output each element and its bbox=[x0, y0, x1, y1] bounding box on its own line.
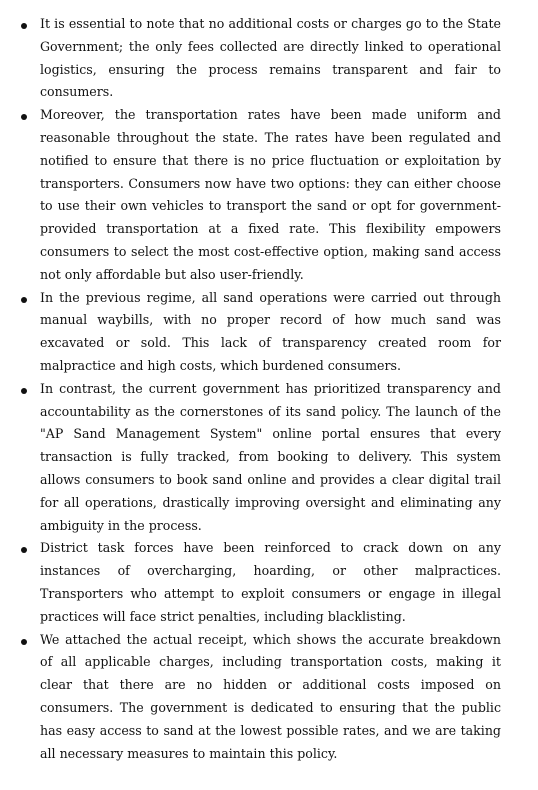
list-item bbox=[40, 629, 501, 766]
bullet-dot-icon bbox=[21, 297, 27, 303]
bullet-text: District task forces have been reinforced to crack down on any instances of overcharging, hoarding, or other malpractices. Transporters who attempt to exploit consumers or engage in illegal practices will face strict penalties, including blacklisting. bbox=[40, 540, 501, 624]
bullet-dot-icon bbox=[21, 114, 27, 120]
bullet-text: In contrast, the current government has prioritized transparency and accountability as the cornerstones of its sand policy. The launch of the "AP Sand Management System" online portal ensures that every transaction is fully tracked, from booking to delivery. This system allows consumers to book sand online and provides a clear digital trail for all operations, drastically improving oversight and eliminating any ambiguity in the process. bbox=[40, 380, 501, 533]
bullet-text: We attached the actual receipt, which shows the accurate breakdown of all applicable charges, including transportation costs, making it clear that there are no hidden or additional costs imposed on consumers. The government is dedicated to ensuring that the public has easy access to sand at the lowest possible rates, and we are taking all necessary measures to maintain this policy. bbox=[40, 631, 501, 761]
list-item bbox=[40, 378, 501, 538]
document-body bbox=[0, 13, 538, 765]
bullet-text: In the previous regime, all sand operations were carried out through manual waybills, with no proper record of how much sand was excavated or sold. This lack of transparency created room for malpractice and high costs, which burdened consumers. bbox=[40, 289, 501, 373]
bullet-dot-icon bbox=[21, 23, 27, 29]
list-item bbox=[40, 287, 501, 378]
bullet-dot-icon bbox=[21, 388, 27, 394]
list-item bbox=[40, 537, 501, 628]
bullet-dot-icon bbox=[21, 639, 27, 645]
bullet-text: It is essential to note that no additional costs or charges go to the State Government; the only fees collected are directly linked to operational logistics, ensuring the process remains transparent and fair to consumers. bbox=[40, 16, 501, 100]
bullet-list bbox=[0, 13, 538, 765]
bullet-text: Moreover, the transportation rates have been made uniform and reasonable throughout the state. The rates have been regulated and notified to ensure that there is no price fluctuation or exploitation by transporters. Consumers now have two options: they can either choose to use their own vehicles to transport the sand or opt for government-provided transportation at a fixed rate. This flexibility empowers consumers to select the most cost-effective option, making sand access not only affordable but also user-friendly. bbox=[40, 107, 501, 282]
list-item bbox=[40, 13, 501, 104]
bullet-dot-icon bbox=[21, 547, 27, 553]
list-item bbox=[40, 104, 501, 286]
